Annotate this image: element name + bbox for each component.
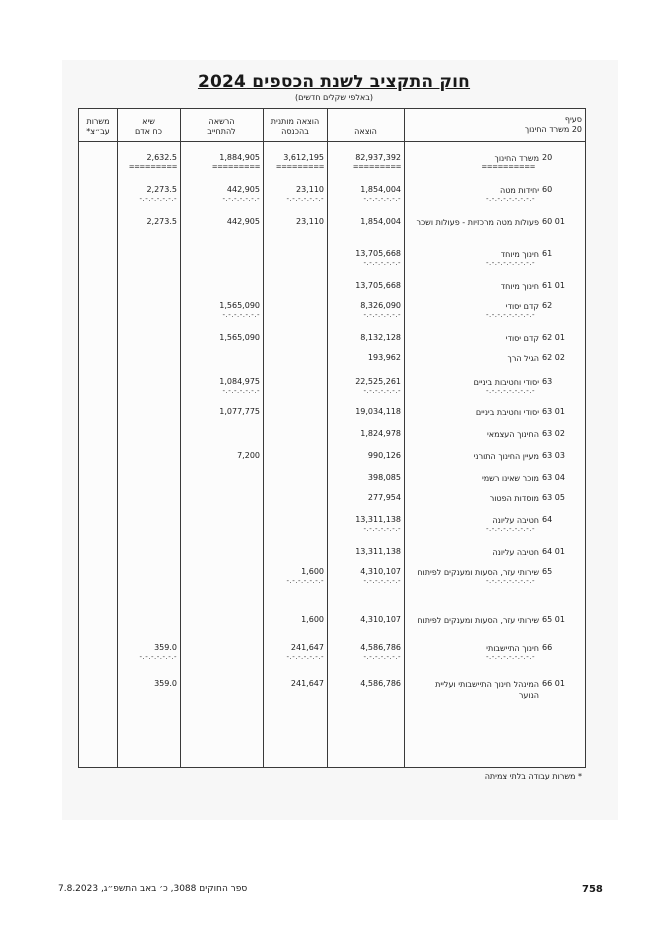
col-divider (327, 109, 328, 767)
col-divider (180, 109, 181, 767)
row-code: 66 01 (542, 679, 565, 688)
row-commit: 1,884,905 (219, 153, 260, 162)
row-label: פעולות מטה מרכזיות - פעולות ושכר (416, 218, 539, 227)
row-cond-expense: 241,647 (290, 679, 324, 688)
label-underline: ========== (481, 163, 535, 171)
row-label: שירותי עזר, הסעות ומענקים לפיתוח (417, 616, 539, 625)
budget-table (78, 108, 586, 768)
row-expense: 82,937,392 (355, 153, 401, 162)
row-label: קדם יסודי (505, 302, 539, 311)
row-code: 64 01 (542, 547, 565, 556)
row-label: קדם יסודי (505, 334, 539, 343)
row-underline: -.-.-.-.-.-.- (222, 311, 260, 319)
row-code: 62 (542, 301, 553, 310)
row-cond-expense: 1,600 (301, 567, 324, 576)
row-underline: -.-.-.-.-.-.- (222, 195, 260, 203)
row-code: 65 01 (542, 615, 565, 624)
row-label: שירותי עזר, הסעות ומענקים לפיתוח (417, 568, 539, 577)
row-underline: ========= (275, 163, 324, 171)
label-underline: -.-.-.-.-.-.-.-.- (485, 387, 535, 395)
row-underline: -.-.-.-.-.-.- (363, 259, 401, 267)
header-commit-line2: להתחייב (207, 127, 236, 136)
page-subtitle: (באלפי שקלים חדשים) (295, 93, 373, 102)
header-section-line1: סעיף (564, 115, 582, 124)
row-peak: 2,632.5 (146, 153, 177, 162)
row-expense: 4,310,107 (360, 567, 401, 576)
row-label: מוכר שאינו רשמי (481, 474, 539, 483)
row-label: חטיבה עליונה (492, 548, 539, 557)
header-peak-line2: כח אדם (134, 127, 163, 136)
row-expense: 193,962 (367, 353, 401, 362)
row-commit: 442,905 (226, 217, 260, 226)
header-peak (117, 117, 180, 137)
header-commit-line1: הרשאה (208, 117, 235, 126)
row-code: 63 03 (542, 451, 565, 460)
row-underline: -.-.-.-.-.-.- (139, 653, 177, 661)
row-label: מוסדות הפטור (489, 494, 539, 503)
row-label: חטיבה עליונה (492, 516, 539, 525)
row-code: 60 01 (542, 217, 565, 226)
row-commit: 7,200 (237, 451, 260, 460)
header-positions-line2: עב״צ* (86, 127, 110, 136)
col-divider (404, 109, 405, 767)
row-code: 63 04 (542, 473, 565, 482)
row-code: 60 (542, 185, 553, 194)
row-code: 62 02 (542, 353, 565, 362)
row-expense: 1,824,978 (360, 429, 401, 438)
row-cond-expense: 23,110 (296, 217, 324, 226)
row-peak: 2,273.5 (146, 217, 177, 226)
footer-publication: ספר החוקים 3088, כ׳ באב התשפ״ג, 7.8.2023 (58, 884, 248, 894)
row-code: 63 01 (542, 407, 565, 416)
row-expense: 8,132,128 (360, 333, 401, 342)
row-code: 65 (542, 567, 553, 576)
row-expense: 19,034,118 (355, 407, 401, 416)
row-label: יסודי וחטיבת ביניים (475, 408, 539, 417)
row-commit: 1,084,975 (219, 377, 260, 386)
page-title: חוק התקציב לשנת הכספים 2024 (197, 72, 471, 92)
row-cond-expense: 241,647 (290, 643, 324, 652)
row-cond-expense: 3,612,195 (283, 153, 324, 162)
row-underline: -.-.-.-.-.-.- (363, 525, 401, 533)
row-label: המינהל חינוך התיישבותי ועליית הנוער (435, 680, 539, 700)
page-number: 758 (582, 884, 603, 895)
row-expense: 1,854,004 (360, 217, 401, 226)
header-positions (79, 117, 117, 137)
row-expense: 4,586,786 (360, 643, 401, 652)
row-expense: 4,310,107 (360, 615, 401, 624)
row-code: 63 (542, 377, 553, 386)
header-cond (263, 117, 327, 137)
row-label: הגיל הרך (507, 354, 539, 363)
footnote: * משרות עבודה בלתי צמיתה (484, 772, 582, 781)
row-underline: -.-.-.-.-.-.- (363, 387, 401, 395)
col-divider (263, 109, 264, 767)
row-commit: 1,565,090 (219, 333, 260, 342)
label-underline: -.-.-.-.-.-.-.-.- (485, 525, 535, 533)
label-underline: -.-.-.-.-.-.-.-.- (485, 311, 535, 319)
row-peak: 2,273.5 (146, 185, 177, 194)
row-underline: ========= (128, 163, 177, 171)
row-expense: 22,525,261 (355, 377, 401, 386)
label-underline: -.-.-.-.-.-.-.-.- (485, 195, 535, 203)
row-underline: -.-.-.-.-.-.- (286, 653, 324, 661)
header-separator (79, 141, 585, 142)
header-section-line2: 20 משרד החינוך (524, 125, 582, 134)
row-expense: 13,705,668 (355, 249, 401, 258)
row-expense: 8,326,090 (360, 301, 401, 310)
row-commit: 442,905 (226, 185, 260, 194)
row-commit: 1,077,775 (219, 407, 260, 416)
row-code: 63 05 (542, 493, 565, 502)
row-commit: 1,565,090 (219, 301, 260, 310)
row-label: חינוך מיוחד (500, 250, 539, 259)
header-peak-line1: שיא (142, 117, 155, 126)
row-label: משרד החינוך (494, 154, 539, 163)
row-label: יסודי וחטיבות ביניים (473, 378, 539, 387)
header-commit (180, 117, 263, 137)
header-cond-line1: הוצאה מותנית (270, 117, 320, 126)
row-underline: -.-.-.-.-.-.- (363, 577, 401, 585)
row-label: יחידות מטה (500, 186, 539, 195)
row-label: מעיין החינוך התורני (473, 452, 539, 461)
row-label: חינוך מיוחד (500, 282, 539, 291)
row-expense: 13,705,668 (355, 281, 401, 290)
label-underline: -.-.-.-.-.-.-.-.- (485, 577, 535, 585)
col-divider (117, 109, 118, 767)
row-underline: -.-.-.-.-.-.- (286, 195, 324, 203)
row-label: החינוך העצמאי (486, 430, 539, 439)
row-underline: ========= (211, 163, 260, 171)
header-cond-line2: בהכנסה (281, 127, 309, 136)
row-code: 66 (542, 643, 553, 652)
row-underline: -.-.-.-.-.-.- (139, 195, 177, 203)
row-underline: -.-.-.-.-.-.- (286, 577, 324, 585)
header-positions-line1: משרות (86, 117, 110, 126)
row-expense: 4,586,786 (360, 679, 401, 688)
row-peak: 359.0 (154, 643, 177, 652)
row-code: 61 01 (542, 281, 565, 290)
row-expense: 277,954 (367, 493, 401, 502)
label-underline: -.-.-.-.-.-.-.-.- (485, 653, 535, 661)
row-underline: -.-.-.-.-.-.- (363, 195, 401, 203)
row-cond-expense: 1,600 (301, 615, 324, 624)
label-underline: -.-.-.-.-.-.-.-.- (485, 259, 535, 267)
row-expense: 13,311,138 (355, 515, 401, 524)
row-expense: 398,085 (367, 473, 401, 482)
row-peak: 359.0 (154, 679, 177, 688)
row-code: 62 01 (542, 333, 565, 342)
row-cond-expense: 23,110 (296, 185, 324, 194)
row-label: חינוך התיישבותי (486, 644, 539, 653)
row-expense: 1,854,004 (360, 185, 401, 194)
row-expense: 13,311,138 (355, 547, 401, 556)
row-code: 61 (542, 249, 553, 258)
header-expense: הוצאה (354, 127, 377, 136)
row-underline: -.-.-.-.-.-.- (222, 387, 260, 395)
row-code: 64 (542, 515, 553, 524)
row-expense: 990,126 (367, 451, 401, 460)
row-underline: -.-.-.-.-.-.- (363, 653, 401, 661)
row-underline: ========= (352, 163, 401, 171)
row-code: 20 (542, 153, 553, 162)
header-section (404, 115, 582, 135)
row-underline: -.-.-.-.-.-.- (363, 311, 401, 319)
row-code: 63 02 (542, 429, 565, 438)
